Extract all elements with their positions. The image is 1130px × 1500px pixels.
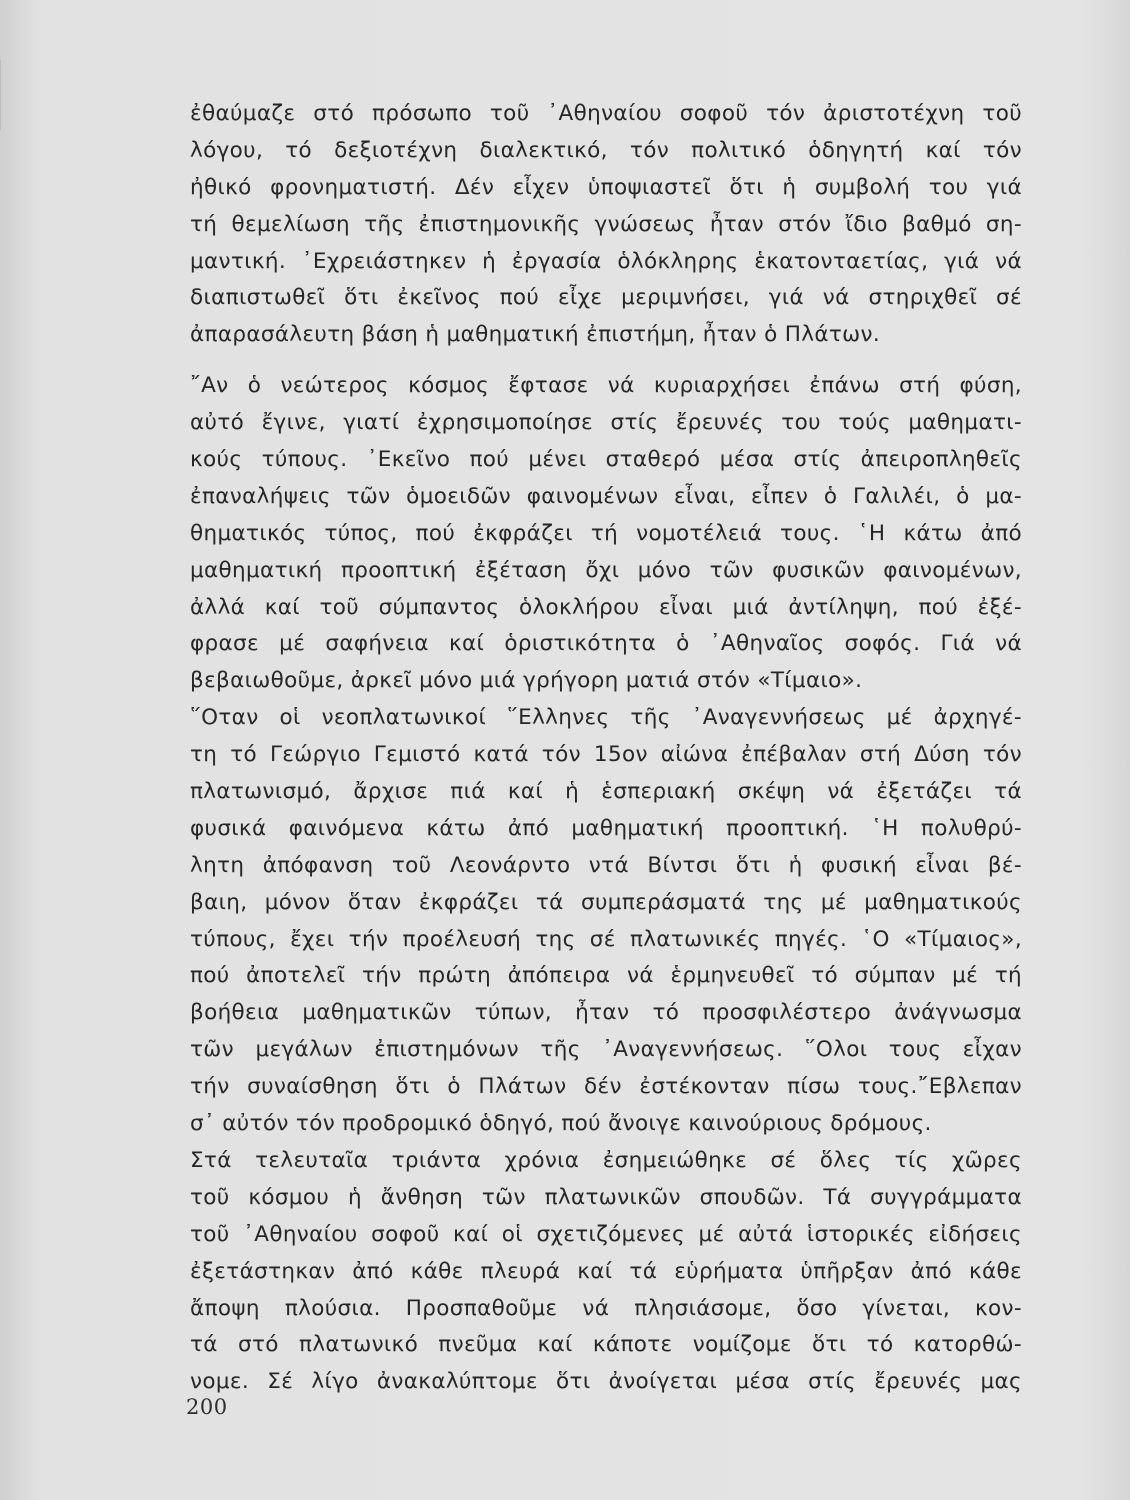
text-line: βοήθεια μαθηματικῶν τύπων, ἦταν τό προσφιλέστερο ἀνάγνωσμα: [190, 1000, 1022, 1026]
paragraph-2: [190, 368, 1022, 1401]
text-line: ἀλλά καί τοῦ σύμπαντος ὁλοκλήρου εἶναι μιά ἀντίληψη, πού ἐξέ-: [190, 594, 1022, 620]
text-line: ἐθαύμαζε στό πρόσωπο τοῦ ᾿Αθηναίου σοφοῦ τόν ἀριστοτέχνη τοῦ: [190, 101, 1022, 126]
text-line: μαντική. ᾿Εχρειάστηκεν ἡ ἐργασία ὁλόκληρης ἑκατονταετίας, γιά νά: [190, 248, 1022, 274]
paragraph-1: [190, 96, 1022, 354]
text-line: ἠθικό φρονηματιστή. Δέν εἶχεν ὑποψιαστεῖ ὅτι ἡ συμβολή του γιά: [190, 174, 1022, 200]
text-line: τοῦ ᾿Αθηναίου σοφοῦ καί οἱ σχετιζόμενες μέ αὐτά ἱστορικές εἰδήσεις: [190, 1221, 1022, 1247]
text-line: τή θεμελίωση τῆς ἐπιστημονικῆς γνώσεως ἦταν στόν ἴδιο βαθμό ση-: [190, 211, 1022, 237]
text-line: σ᾿ αὐτόν τόν προδρομικό ὁδηγό, πού ἄνοιγε καινούριους δρόμους.: [190, 1111, 932, 1137]
text-line: Στά τελευταῖα τριάντα χρόνια ἐσημειώθηκε σέ ὅλες τίς χῶρες: [190, 1147, 1022, 1173]
text-line: φυσικά φαινόμενα κάτω ἀπό μαθηματική προοπτική. ῾Η πολυθρύ-: [190, 815, 1022, 841]
text-line: μαθηματική προοπτική ἐξέταση ὄχι μόνο τῶν φυσικῶν φαινομένων,: [190, 557, 1022, 583]
text-line: τοῦ κόσμου ἡ ἄνθηση τῶν πλατωνικῶν σπουδῶν. Τά συγγράμματα: [190, 1184, 1022, 1210]
text-line: βαιη, μόνον ὅταν ἐκφράζει τά συμπεράσματά της μέ μαθηματικούς: [190, 889, 1022, 915]
page-number: 200: [186, 1395, 228, 1419]
text-line: ἀπαρασάλευτη βάση ἡ μαθηματική ἐπιστήμη, ἦταν ὁ Πλάτων.: [190, 322, 881, 348]
text-line: αὐτό ἔγινε, γιατί ἐχρησιμοποίησε στίς ἔρευνές του τούς μαθηματι-: [190, 410, 1022, 436]
text-line: ἄποψη πλούσια. Προσπαθοῦμε νά πλησιάσομε, ὅσο γίνεται, κον-: [190, 1295, 1022, 1321]
text-line: τῶν μεγάλων ἐπιστημόνων τῆς ᾿Αναγεννήσεως. ῞Ολοι τους εἶχαν: [190, 1037, 1022, 1063]
text-line: λόγου, τό δεξιοτέχνη διαλεκτικό, τόν πολιτικό ὁδηγητή καί τόν: [190, 137, 1022, 163]
text-line: θηματικός τύπος, πού ἐκφράζει τή νομοτέλειά τους. ῾Η κάτω ἀπό: [190, 520, 1022, 546]
text-line: νομε. Σέ λίγο ἀνακαλύπτομε ὅτι ἀνοίγεται μέσα στίς ἔρευνές μας: [190, 1369, 1022, 1395]
text-line: ἐξετάστηκαν ἀπό κάθε πλευρά καί τά εὑρήματα ὑπῆρξαν ἀπό κάθε: [190, 1258, 1022, 1284]
text-line: φρασε μέ σαφήνεια καί ὁριστικότητα ὁ ᾿Αθηναῖος σοφός. Γιά νά: [190, 631, 1022, 657]
paragraph-spacer: [190, 354, 1022, 368]
text-line: διαπιστωθεῖ ὅτι ἐκεῖνος πού εἶχε μεριμνήσει, γιά νά στηριχθεῖ σέ: [190, 285, 1022, 311]
text-line: ῎Αν ὁ νεώτερος κόσμος ἔφτασε νά κυριαρχήσει ἐπάνω στή φύση,: [190, 373, 1022, 399]
text-line: βεβαιωθοῦμε, ἀρκεῖ μόνο μιά γρήγορη ματιά στόν «Τίμαιο».: [190, 668, 863, 694]
binding-shadow: [0, 60, 21, 130]
text-line: ῞Οταν οἱ νεοπλατωνικοί ῞Ελληνες τῆς ᾿Αναγεννήσεως μέ ἀρχηγέ-: [190, 705, 1022, 731]
text-line: τύπους, ἔχει τήν προέλευσή της σέ πλατωνικές πηγές. ῾Ο «Τίμαιος»,: [190, 926, 1022, 952]
text-line: τη τό Γεώργιο Γεμιστό κατά τόν 15ον αἰώνα ἐπέβαλαν στή Δύση τόν: [190, 742, 1022, 768]
text-line: κούς τύπους. ᾿Εκεῖνο πού μένει σταθερό μέσα στίς ἀπειροπληθεῖς: [190, 447, 1022, 473]
text-line: ἐπαναλήψεις τῶν ὁμοειδῶν φαινομένων εἶναι, εἶπεν ὁ Γαλιλέι, ὁ μα-: [190, 483, 1022, 509]
text-line: τήν συναίσθηση ὅτι ὁ Πλάτων δέν ἐστέκονταν πίσω τους.῎Εβλεπαν: [190, 1074, 1022, 1100]
body-text: [190, 96, 1022, 1401]
text-line: πλατωνισμό, ἄρχισε πιά καί ἡ ἑσπεριακή σκέψη νά ἐξετάζει τά: [190, 779, 1022, 805]
text-line: πού ἀποτελεῖ τήν πρώτη ἀπόπειρα νά ἑρμηνευθεῖ τό σύμπαν μέ τή: [190, 963, 1022, 989]
text-line: λητη ἀπόφανση τοῦ Λεονάρντο ντά Βίντσι ὅτι ἡ φυσική εἶναι βέ-: [190, 852, 1022, 878]
text-line: τά στό πλατωνικό πνεῦμα καί κάποτε νομίζομε ὅτι τό κατορθώ-: [190, 1332, 1022, 1358]
